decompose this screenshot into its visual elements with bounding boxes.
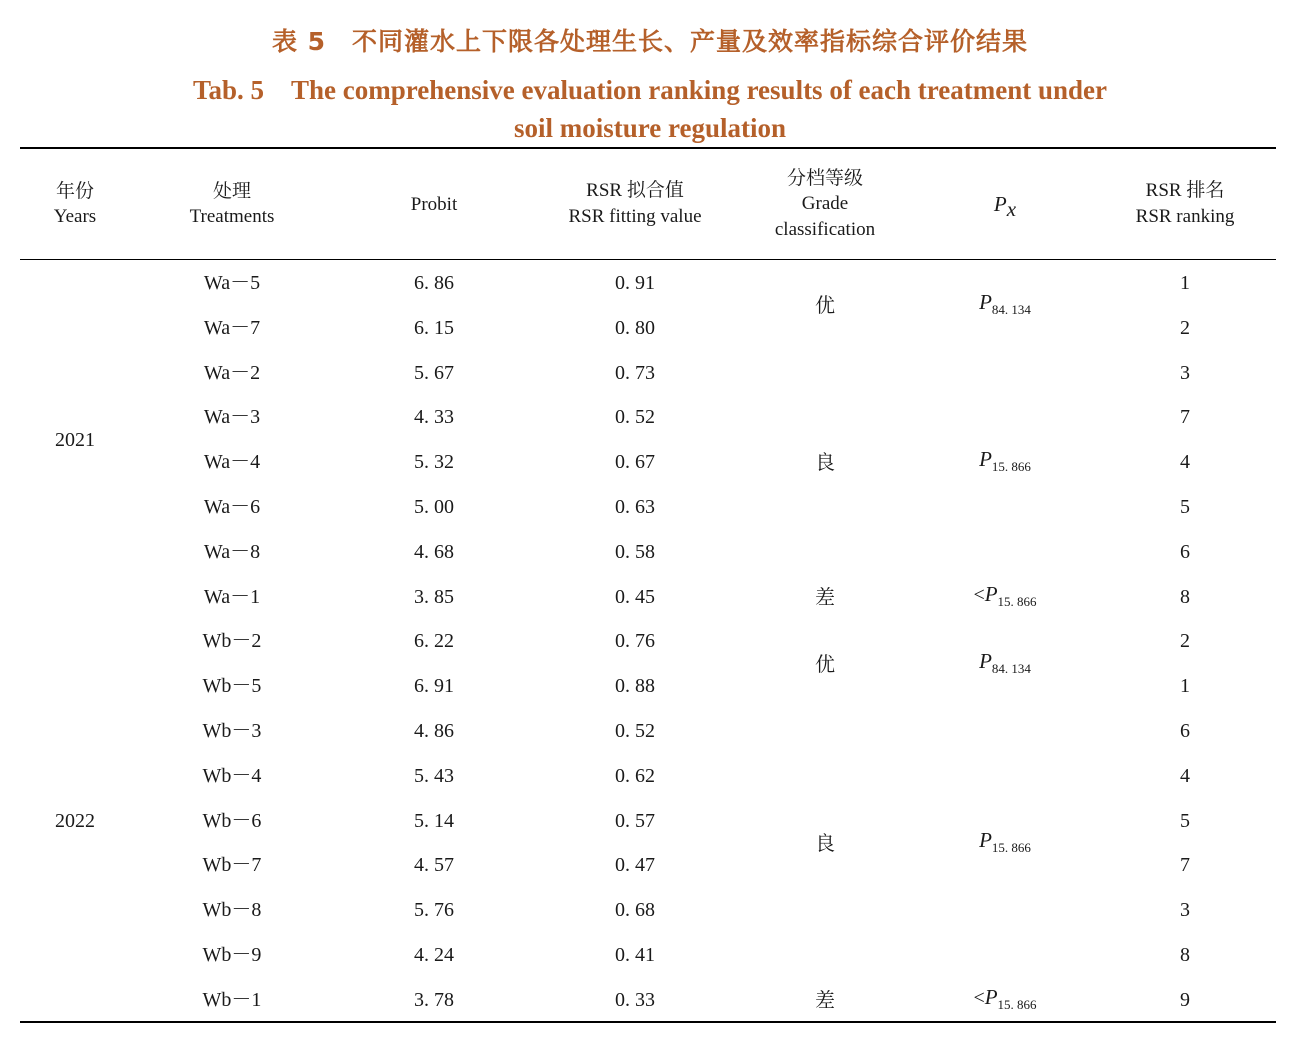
treatment-cell: Wb－5 (202, 675, 262, 698)
table-caption-en: Tab. 5 The comprehensive evaluation ranking results of each treatment under (192, 75, 1108, 105)
rsr-fitting-cell: 0. 52 (615, 406, 655, 429)
rsr-fitting-cell: 0. 41 (615, 944, 655, 966)
px-symbol: P (979, 447, 992, 472)
treatment-cell: Wb－8 (202, 899, 262, 922)
treatment-cell: Wb－4 (202, 764, 262, 787)
rsr-rank-cell: 5 (1180, 809, 1190, 832)
grade-cell: 良 (815, 831, 835, 855)
rsr-fitting-cell: 0. 45 (615, 585, 655, 608)
rsr-fitting-cell: 0. 52 (615, 720, 655, 742)
table-caption-cn: 表 5 不同灌水上下限各处理生长、产量及效率指标综合评价结果 (271, 27, 1029, 56)
grade-cell: 良 (815, 450, 835, 475)
header-rank (1110, 178, 1260, 230)
header-rank-en: RSR ranking (1135, 206, 1235, 227)
treatment-cell: Wa－1 (203, 585, 261, 608)
rsr-fitting-cell: 0. 91 (615, 272, 655, 294)
top-rule (20, 147, 1276, 149)
header-rule (20, 259, 1276, 260)
treatment-cell: Wa－3 (203, 406, 261, 429)
probit-cell: 5. 14 (414, 809, 454, 832)
rsr-rank-cell: 6 (1180, 720, 1190, 742)
px-cell (940, 828, 1070, 860)
treatment-cell: Wa－8 (203, 540, 261, 563)
probit-cell: 5. 00 (414, 496, 454, 518)
header-grade-en2: classification (774, 219, 876, 240)
grade-cell: 差 (815, 584, 835, 609)
probit-cell: 6. 22 (414, 630, 454, 653)
probit-cell: 5. 43 (414, 764, 454, 787)
probit-cell: 5. 67 (414, 361, 454, 384)
px-cell (940, 985, 1070, 1017)
year-cell: 2021 (55, 428, 95, 451)
table-caption-en-cont: soil moisture regulation (513, 113, 786, 143)
header-rsr (535, 178, 735, 230)
px-symbol: P (979, 648, 992, 673)
rsr-rank-cell: 3 (1180, 899, 1190, 922)
rsr-rank-cell: 2 (1180, 630, 1190, 653)
px-symbol: P (984, 984, 998, 1009)
treatment-cell: Wa－4 (203, 451, 261, 474)
probit-cell: 6. 86 (414, 272, 454, 294)
px-subscript: 84. 134 (991, 660, 1031, 676)
probit-cell: 4. 33 (414, 406, 454, 429)
px-prefix: < (973, 986, 985, 1009)
header-grade-cn: 分档等级 (786, 167, 863, 189)
probit-cell: 4. 86 (414, 720, 454, 742)
px-subscript: 15. 866 (991, 840, 1031, 855)
header-treatment-en: Treatments (189, 206, 275, 227)
header-year (25, 178, 125, 230)
px-cell (940, 649, 1070, 681)
header-probit-label: Probit (410, 194, 458, 215)
header-rsr-en: RSR fitting value (568, 206, 702, 227)
header-probit (374, 192, 494, 218)
header-px (955, 191, 1055, 225)
treatment-cell: Wa－5 (203, 272, 261, 294)
header-rsr-cn: RSR 拟合值 (586, 180, 684, 201)
probit-cell: 5. 32 (414, 451, 454, 474)
probit-cell: 4. 57 (414, 854, 454, 877)
rsr-fitting-cell: 0. 33 (615, 988, 655, 1011)
rsr-rank-cell: 9 (1180, 988, 1190, 1011)
rsr-rank-cell: 5 (1180, 496, 1190, 518)
header-treatment-cn: 处理 (212, 180, 251, 202)
grade-cell: 优 (815, 651, 835, 676)
rsr-fitting-cell: 0. 47 (615, 854, 655, 877)
probit-cell: 6. 91 (414, 675, 454, 698)
px-subscript: 15. 866 (991, 459, 1031, 475)
header-year-en: Years (53, 206, 97, 227)
bottom-rule (20, 1021, 1276, 1023)
rsr-rank-cell: 4 (1180, 764, 1190, 787)
rsr-rank-cell: 2 (1180, 316, 1190, 339)
rsr-rank-cell: 8 (1180, 944, 1190, 966)
rsr-fitting-cell: 0. 68 (615, 899, 655, 922)
px-cell (940, 582, 1070, 614)
px-subscript: 15. 866 (997, 593, 1037, 609)
treatment-cell: Wa－7 (203, 316, 261, 339)
rsr-fitting-cell: 0. 88 (615, 675, 655, 698)
px-subscript: 15. 866 (997, 996, 1037, 1012)
rsr-fitting-cell: 0. 63 (615, 496, 655, 518)
treatment-cell: Wa－6 (203, 496, 261, 518)
treatment-cell: Wa－2 (203, 361, 261, 384)
rsr-rank-cell: 3 (1180, 361, 1190, 384)
header-px-p: P (993, 192, 1007, 216)
probit-cell: 4. 68 (414, 540, 454, 563)
header-rank-cn: RSR 排名 (1145, 180, 1225, 201)
year-cell: 2022 (55, 809, 95, 832)
header-year-cn: 年份 (55, 180, 94, 202)
px-subscript: 84. 134 (991, 302, 1031, 318)
rsr-rank-cell: 8 (1180, 585, 1190, 608)
px-symbol: P (984, 581, 998, 606)
px-cell (940, 290, 1070, 322)
px-symbol: P (979, 290, 992, 315)
header-grade-en1: Grade (801, 193, 849, 214)
px-prefix: < (973, 583, 985, 606)
px-symbol: P (979, 828, 992, 852)
grade-cell: 差 (815, 987, 835, 1012)
rsr-fitting-cell: 0. 58 (615, 540, 655, 563)
treatment-cell: Wb－3 (202, 720, 262, 742)
probit-cell: 3. 85 (414, 585, 454, 608)
header-grade (750, 165, 900, 243)
rsr-fitting-cell: 0. 67 (615, 451, 655, 474)
treatment-cell: Wb－9 (202, 944, 262, 966)
rsr-fitting-cell: 0. 80 (615, 316, 655, 339)
rsr-rank-cell: 4 (1180, 451, 1190, 474)
header-treatment (157, 178, 307, 230)
rsr-rank-cell: 6 (1180, 540, 1190, 563)
header-px-sub: x (1006, 197, 1017, 221)
treatment-cell: Wb－2 (202, 630, 262, 653)
treatment-cell: Wb－1 (202, 988, 262, 1011)
rsr-fitting-cell: 0. 57 (615, 809, 655, 832)
rsr-rank-cell: 1 (1180, 272, 1190, 294)
probit-cell: 6. 15 (414, 316, 454, 339)
rsr-fitting-cell: 0. 76 (615, 630, 655, 653)
rsr-rank-cell: 7 (1180, 854, 1190, 877)
rsr-fitting-cell: 0. 62 (615, 764, 655, 787)
treatment-cell: Wb－7 (202, 854, 262, 877)
rsr-rank-cell: 7 (1180, 406, 1190, 429)
treatment-cell: Wb－6 (202, 809, 262, 832)
rsr-rank-cell: 1 (1180, 675, 1190, 698)
grade-cell: 优 (815, 293, 835, 318)
probit-cell: 3. 78 (414, 988, 454, 1011)
probit-cell: 5. 76 (414, 899, 454, 922)
px-cell (940, 447, 1070, 479)
probit-cell: 4. 24 (414, 944, 454, 966)
rsr-fitting-cell: 0. 73 (615, 361, 655, 384)
